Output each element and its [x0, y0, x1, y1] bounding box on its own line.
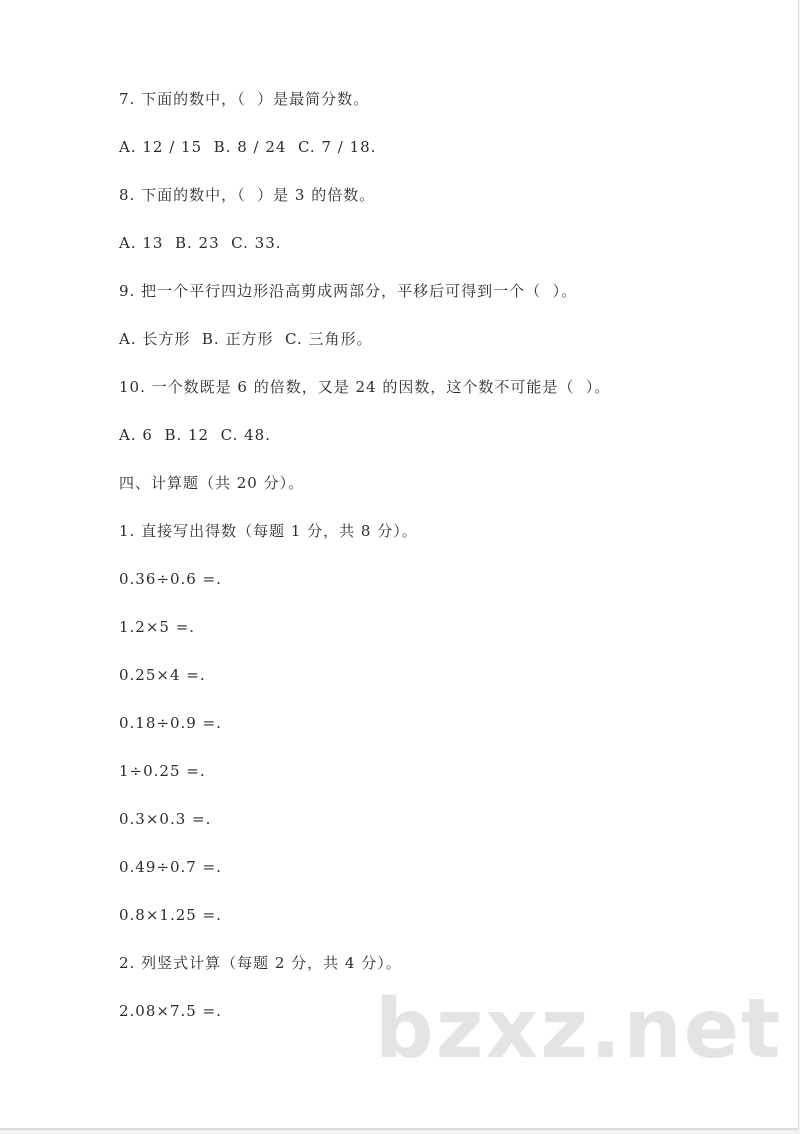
- question-9: 9. 把一个平行四边形沿高剪成两部分，平移后可得到一个（ ）。: [119, 282, 578, 300]
- watermark: bzxz.net: [375, 982, 783, 1077]
- question-8-options: A. 13 B. 23 C. 33.: [119, 234, 282, 252]
- calc-item-7: 0.49÷0.7 =.: [119, 858, 222, 876]
- calc-item-8: 0.8×1.25 =.: [119, 906, 222, 924]
- question-7-options: A. 12 / 15 B. 8 / 24 C. 7 / 18.: [119, 138, 377, 156]
- question-7: 7. 下面的数中，（ ）是最简分数。: [119, 90, 370, 108]
- calc-item-4: 0.18÷0.9 =.: [119, 714, 222, 732]
- question-10-options: A. 6 B. 12 C. 48.: [119, 426, 271, 444]
- question-9-options: A. 长方形 B. 正方形 C. 三角形。: [119, 330, 373, 348]
- calc-item-1: 0.36÷0.6 =.: [119, 570, 222, 588]
- vertical-calc-item-1: 2.08×7.5 =.: [119, 1002, 222, 1020]
- question-8: 8. 下面的数中，（ ）是 3 的倍数。: [119, 186, 376, 204]
- calc-item-3: 0.25×4 =.: [119, 666, 206, 684]
- question-10: 10. 一个数既是 6 的倍数，又是 24 的因数，这个数不可能是（ ）。: [119, 378, 611, 396]
- calc-item-2: 1.2×5 =.: [119, 618, 196, 636]
- subsection-1-heading: 1. 直接写出得数（每题 1 分，共 8 分）。: [119, 522, 418, 540]
- calc-item-5: 1÷0.25 =.: [119, 762, 206, 780]
- section-heading: 四、计算题（共 20 分）。: [119, 474, 305, 492]
- calc-item-6: 0.3×0.3 =.: [119, 810, 212, 828]
- subsection-2-heading: 2. 列竖式计算（每题 2 分，共 4 分）。: [119, 954, 402, 972]
